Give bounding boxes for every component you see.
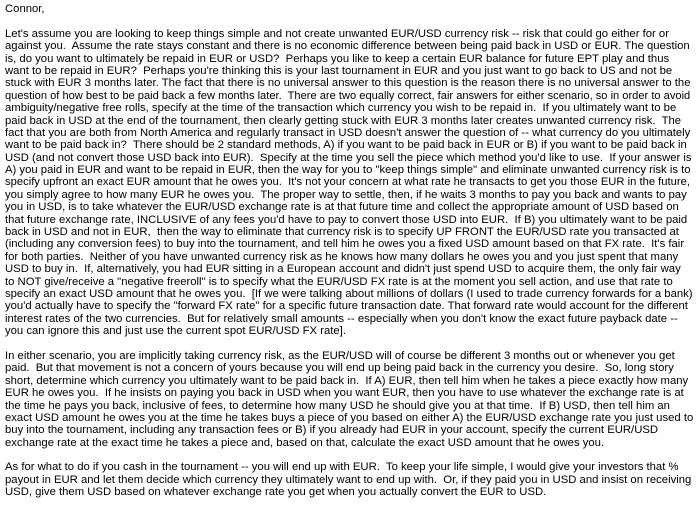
paragraph-line: EUR he owes you. If he insists on paying you back in USD when you want EUR, then you have to use whatever the exchange rate is at: [5, 387, 684, 400]
paragraph-line: short, determine which currency you ultimately want to be paid back in. If A) EUR, then tell him when he takes a piece exactly how many: [5, 374, 689, 387]
paragraph-line: you simply agree to how many EUR he owes you. The proper way to settle, then, if he waits 3 months to pay you back and wants to pay: [5, 188, 687, 201]
paragraph-line: As for what to do if you cash in the tournament -- you will end up with EUR. To keep your life simple, I would give your investors that %: [5, 461, 679, 474]
paragraph-line: ambiguity/negative free rolls, specify at the time of the transaction which currency you wish to be repaid in. If you ultimately want to be: [5, 102, 677, 115]
paragraph-line: to NOT give/receive a "negative freeroll" is to specify what the EUR/USD FX rate is at the moment you sell action, and use that rate to: [5, 275, 673, 288]
paragraph-line: paid. But that movement is not a concern of yours because you will end up being paid back in the currency you desire. So, long story: [5, 362, 674, 375]
paragraph-line: buy into the tournament, including any transaction fees or B) if you already had EUR in your account, specify the current EUR/USD: [5, 424, 659, 437]
paragraph-line: USD, give them USD based on whatever exchange rate you get when you actually convert the EUR to USD.: [5, 486, 547, 499]
paragraph-line: back in USD and not in EUR, then the way to eliminate that currency risk is to specify UP FRONT the EUR/USD rate you transacted at: [5, 226, 679, 239]
paragraph-line: fact that you are both from North America and regularly transact in USD doesn't answer the question of -- what currency do you ultimately: [5, 126, 691, 139]
paragraph-line: Let's assume you are looking to keep things simple and not create unwanted EUR/USD currency risk -- risk that could go either for or: [5, 27, 669, 40]
paragraph-line: In either scenario, you are implicitly taking currency risk, as the EUR/USD will of course be different 3 months out or whenever you get: [5, 349, 675, 362]
paragraph-line: that future exchange rate, INCLUSIVE of any fees you'd have to pay to convert those USD into EUR. If B) you ultimately want to be paid: [5, 213, 688, 226]
paragraph-line: exchange rate at the exact time he takes a piece and, based on that, calculate the exact USD amount that he owes you.: [5, 436, 605, 449]
paragraph-line: USD (and not convert those USD back into EUR). Specify at the time you sell the piece which method you'd like to use. If your answer is: [5, 151, 692, 164]
paragraph-line: want to be paid back in? There should be 2 standard methods, A) if you want to be paid back in EUR or B) if you want to be paid back in: [5, 139, 687, 152]
paragraph-line: A) you paid in EUR and want to be repaid in EUR, then the way for you to "keep things simple" and eliminate unwanted currency risk is to: [5, 164, 691, 177]
paragraph-line: against you. Assume the rate stays constant and there is no economic difference between being paid back in USD or EUR. The question: [5, 40, 690, 53]
paragraph-line: you in USD, is to take whatever the EUR/USD exchange rate is at that future time and collect the appropriate amount of USD based on: [5, 201, 679, 214]
paragraph-1: [5, 28, 694, 338]
paragraph-line: stuck with EUR 3 months later. The fact that there is no universal answer to this question is the reason there is no universal answer to the: [5, 77, 691, 90]
paragraph-line: payout in EUR and let them decide which currency they ultimately want to end up with. Or, if they paid you in USD and insist on receiving: [5, 473, 692, 486]
paragraph-line: USD to buy in. If, alternatively, you had EUR sitting in a European account and didn't just spend USD to acquire them, the only fair way: [5, 263, 681, 276]
paragraph-2: [5, 350, 694, 449]
paragraph-line: paid back in USD at the end of the tournament, then clearly getting stuck with EUR 3 months later creates unwanted currency risk. The: [5, 114, 682, 127]
paragraph-line: you'd actually have to specify the "forward FX rate" for a specific future transaction date. That forward rate would account for the different: [5, 300, 688, 313]
spacer: [5, 338, 694, 350]
greeting: Connor,: [5, 3, 45, 15]
paragraph-line: question of how best to be paid back a few months later. There are two equally correct, fair answers for either scenario, so in order to avoid: [5, 89, 691, 102]
paragraph-line: the time he pays you back, inclusive of fees, to determine how many USD he should give you at that time. If B) USD, then tell him an: [5, 399, 670, 412]
paragraph-line: interest rates of the two currencies. But for relatively small amounts -- especially when you don't know the exact future payback date --: [5, 312, 678, 325]
spacer: [5, 449, 694, 461]
paragraph-line: specify an exact USD amount that he owes you. [If we were talking about millions of dollars (I used to trade currency forwards for a bank): [5, 287, 693, 300]
paragraph-line: want to be repaid in EUR? Perhaps you're thinking this is your last tournament in EUR and you just want to go back to US and not be: [5, 64, 673, 77]
paragraph-line: you can ignore this and just use the current spot EUR/USD FX rate].: [5, 325, 346, 338]
paragraph-line: exact USD amount he owes you at the time he takes buys a piece of you based on either A) the EUR/USD exchange rate you just used to: [5, 411, 694, 424]
paragraph-line: (including any conversion fees) to buy into the tournament, and tell him he owes you a fixed USD amount based on that FX rate. It's fair: [5, 238, 685, 251]
paragraph-line: specify upfront an exact EUR amount that he owes you. It's not your concern at what rate he transacts to get you those EUR in the future,: [5, 176, 690, 189]
paragraph-line: is, do you want to ultimately be repaid in EUR or USD? Perhaps you like to keep a certain EUR balance for future EPT play and thus: [5, 52, 670, 65]
paragraph-line: for both parties. Neither of you have unwanted currency risk as he knows how many dollars he owes you and you just spent that many: [5, 250, 679, 263]
paragraph-3: [5, 461, 694, 498]
spacer: [5, 15, 694, 27]
